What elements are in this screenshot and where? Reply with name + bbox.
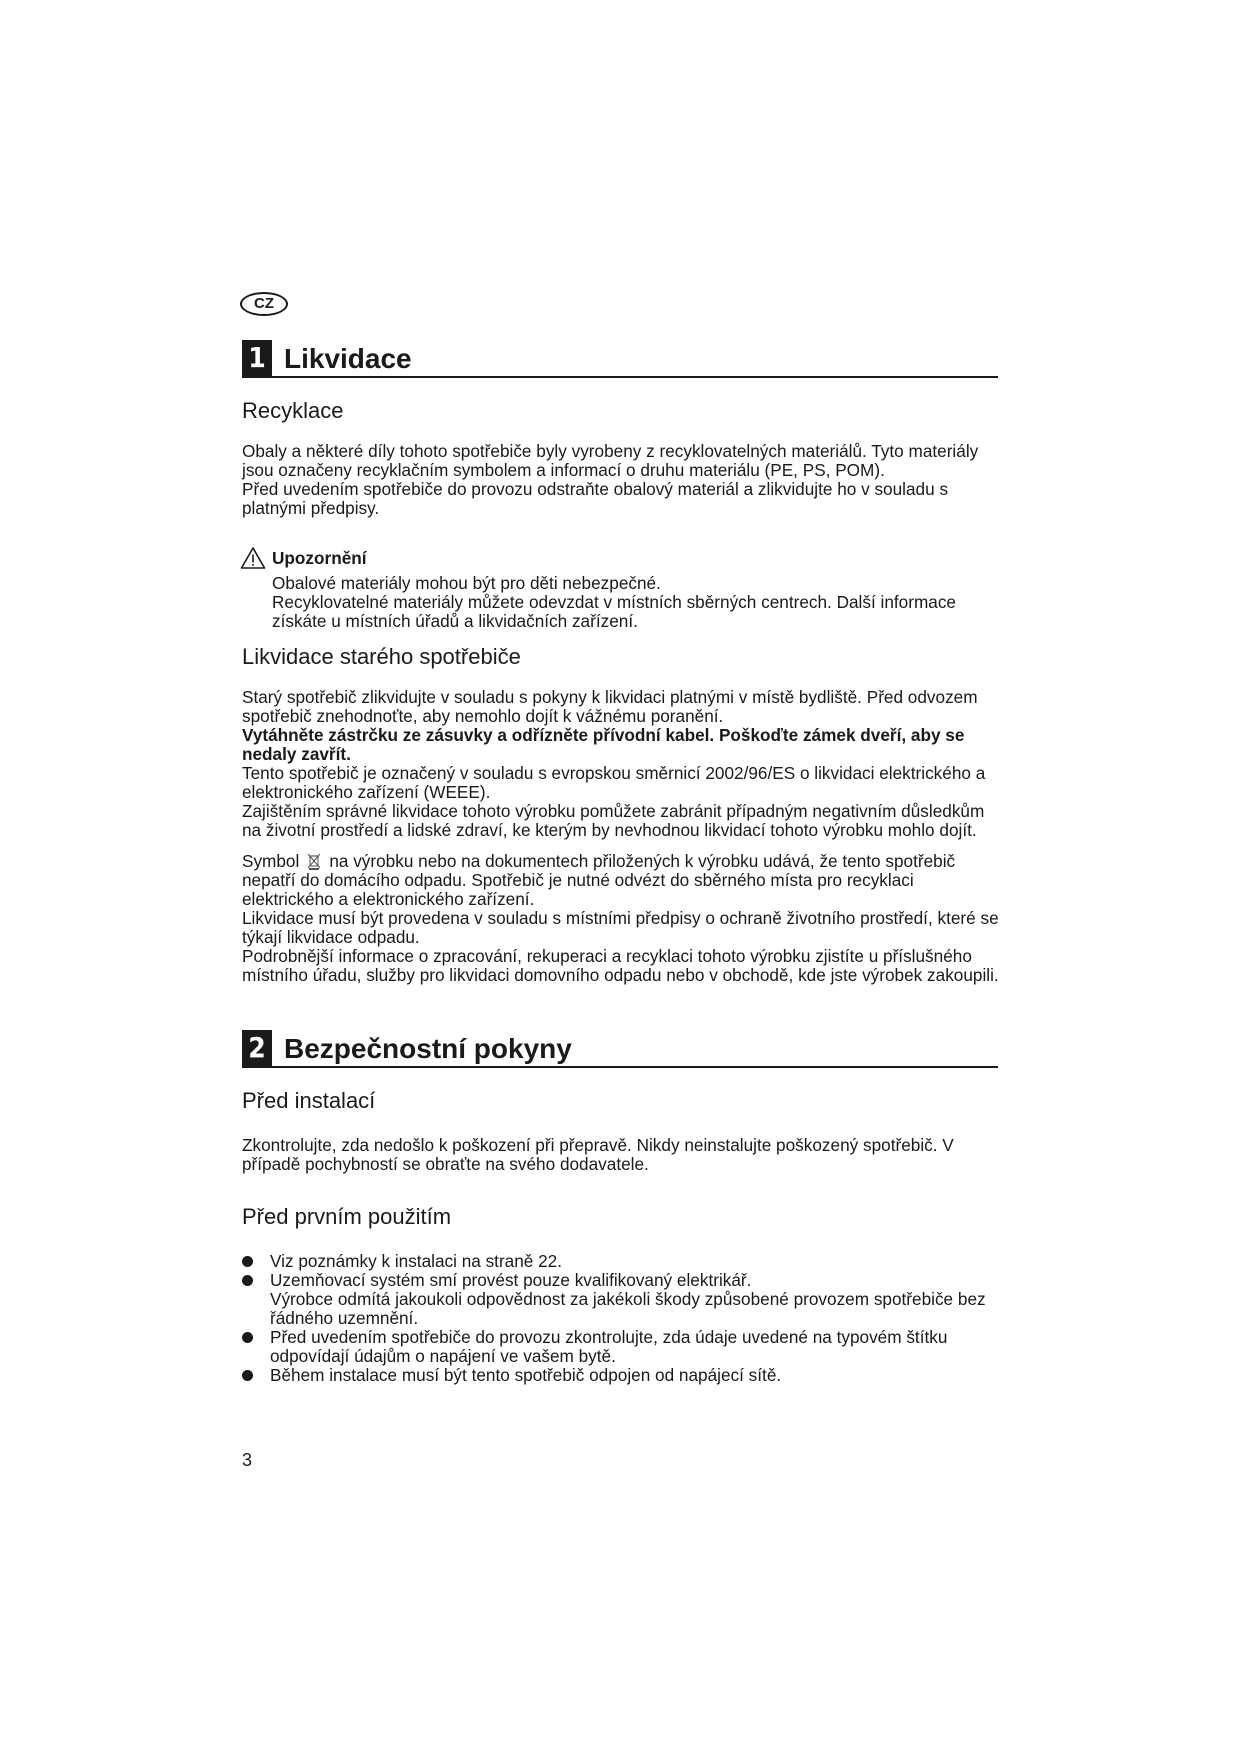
old-appliance-paragraph-5: Likvidace musí být provedena v souladu s místními předpisy o ochraně životního prostředí, které se týkají likvidace odpadu. (242, 908, 999, 947)
bullet-dot (242, 1332, 253, 1343)
recyklace-heading: Recyklace (242, 398, 344, 423)
section-1-header (242, 340, 998, 378)
before-first-use-list (242, 1252, 1002, 1385)
bullet-dot (242, 1275, 253, 1286)
list-item-text: Před uvedením spotřebiče do provozu zkontrolujte, zda údaje uvedené na typovém štítku odpovídají údajům o napájení ve vašem bytě. (270, 1327, 948, 1366)
warning-line-1: Obalové materiály mohou být pro děti nebezpečné. (272, 573, 661, 593)
list-item-continuation: Výrobce odmítá jakoukoli odpovědnost za jakékoli škody způsobené provozem spotřebiče bez řádného uzemnění. (270, 1289, 986, 1328)
section-1-title: Likvidace (284, 343, 412, 374)
language-badge: CZ (240, 292, 288, 316)
recyklace-paragraph-1: Obaly a některé díly tohoto spotřebiče byly vyrobeny z recyklovatelných materiálů. Tyto materiály jsou označeny recyklačním symbolem a informací o druhu materiálu (PE, PS, POM). (242, 441, 979, 480)
before-install-heading: Před instalací (242, 1088, 376, 1113)
recyklace-paragraph-2: Před uvedením spotřebiče do provozu odstraňte obalový materiál a zlikvidujte ho v souladu s platnými předpisy. (242, 479, 949, 518)
symbol-description: na výrobku nebo na dokumentech přiložených k výrobku udává, že tento spotřebič nepatří do domácího odpadu. Spotřebič je nutné odvézt do sběrného místa pro recyklaci elektrického a elektronického zařízení. (242, 851, 956, 909)
list-item-text: Během instalace musí být tento spotřebič odpojen od napájecí sítě. (270, 1365, 782, 1385)
bullet-dot (242, 1370, 253, 1381)
list-item-text: Viz poznámky k instalaci na straně 22. (270, 1251, 563, 1271)
warning-triangle-icon (240, 546, 266, 570)
recyklace-text (242, 442, 1002, 518)
old-appliance-warning-bold: Vytáhněte zástrčku ze zásuvky a odřízněte přívodní kabel. Poškoďte zámek dveří, aby se nedaly zavřít. (242, 725, 965, 764)
old-appliance-paragraph-6: Podrobnější informace o zpracování, rekuperaci a recyklaci tohoto výrobku zjistíte u příslušného místního úřadu, služby pro likvidaci domovního odpadu nebo v obchodě, kde jste výrobek zakoupili. (242, 946, 999, 985)
old-appliance-paragraph-1: Starý spotřebič zlikvidujte v souladu s pokyny k likvidaci platnými v místě bydliště. Před odvozem spotřebič znehodnoťte, aby nemohlo dojít k vážnému poranění. (242, 687, 978, 726)
before-first-use-heading: Před prvním použitím (242, 1204, 452, 1229)
list-item (242, 1328, 1002, 1366)
section-2-number: 2 (242, 1030, 272, 1066)
warning-body (272, 574, 1012, 631)
old-appliance-paragraph-3: Zajištěním správné likvidace tohoto výrobku pomůžete zabránit případným negativním důsledkům na životní prostředí a lidské zdraví, ke kterým by nevhodnou likvidací tohoto výrobku mohlo dojít. (242, 801, 985, 840)
before-install-text: Zkontrolujte, zda nedošlo k poškození při přepravě. Nikdy neinstalujte poškozený spotřebič. V případě pochybností se obraťte na svého dodavatele. (242, 1135, 954, 1174)
list-item-text: Uzemňovací systém smí provést pouze kvalifikovaný elektrikář. (270, 1270, 752, 1290)
old-appliance-heading: Likvidace starého spotřebiče (242, 644, 521, 669)
section-1-number: 1 (242, 340, 272, 376)
page-number: 3 (242, 1450, 253, 1470)
warning-line-2: Recyklovatelné materiály můžete odevzdat v místních sběrných centrech. Další informace získáte u místních úřadů a likvidačních zařízení. (272, 592, 956, 631)
old-appliance-paragraph-2: Tento spotřebič je označený v souladu s evropskou směrnicí 2002/96/ES o likvidaci elektrického a elektronického zařízení (WEEE). (242, 763, 986, 802)
list-item (242, 1271, 1002, 1328)
list-item (242, 1366, 1002, 1385)
old-appliance-text (242, 688, 1002, 985)
crossed-out-bin-icon (305, 852, 323, 870)
section-2-title: Bezpečnostní pokyny (284, 1033, 572, 1064)
bullet-dot (242, 1256, 253, 1267)
warning-title: Upozornění (272, 548, 367, 568)
list-item (242, 1252, 1002, 1271)
old-appliance-paragraph-4 (242, 852, 1002, 909)
symbol-word: Symbol (242, 851, 300, 871)
section-2-header (242, 1030, 998, 1068)
